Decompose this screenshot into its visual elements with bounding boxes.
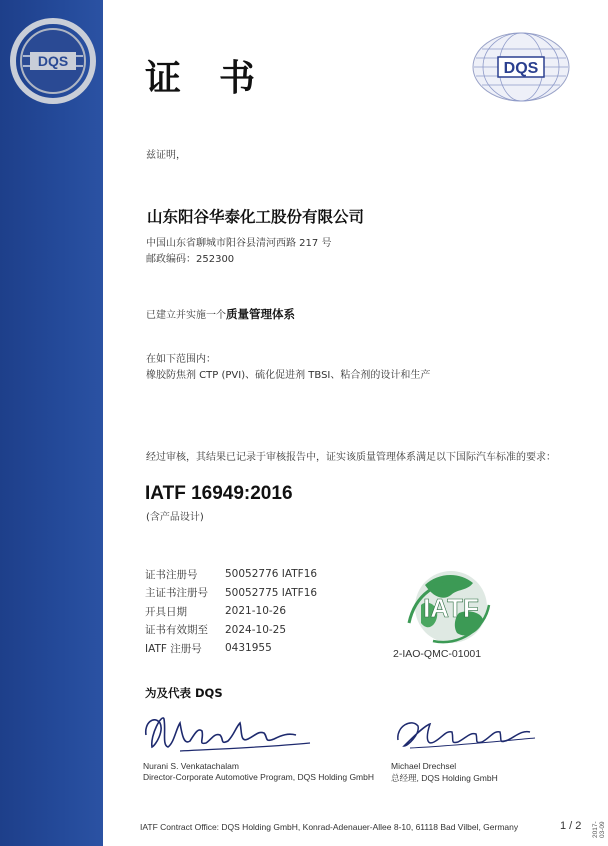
accreditation-code: 2-IAO-QMC-01001 <box>393 648 482 660</box>
certificate-details <box>145 565 317 658</box>
detail-value: 50052776 IATF16 <box>225 568 318 581</box>
detail-label: IATF 注册号 <box>145 642 202 655</box>
certificate-title: 证书 <box>145 57 294 99</box>
scope-label: 在如下范围内： <box>146 354 216 365</box>
detail-value: 50052775 IATF16 <box>225 586 318 599</box>
signatory-2-title: 总经理, DQS Holding GmbH <box>391 773 498 783</box>
detail-value: 0431955 <box>225 642 272 655</box>
detail-value: 2024-10-25 <box>225 623 287 636</box>
detail-label: 证书有效期至 <box>145 624 208 637</box>
svg-text:DQS: DQS <box>503 60 539 77</box>
page-number: 1 / 2 <box>560 820 582 832</box>
standard-note: (含产品设计) <box>146 512 204 523</box>
signature-venkatachalam <box>140 705 340 760</box>
detail-label: 主证书注册号 <box>145 587 208 600</box>
system-prefix: 已建立并实施一个 <box>146 310 226 321</box>
scope-text: 橡胶防焦剂 CTP (PVI)、硫化促进剂 TBSI、粘合剂的设计和生产 <box>146 370 431 381</box>
detail-row <box>145 621 317 640</box>
signature-drechsel <box>390 712 540 754</box>
signatory-1-title: Director-Corporate Automotive Program, DQS Holding GmbH <box>143 772 374 782</box>
detail-row <box>145 602 317 621</box>
company-address: 中国山东省聊城市阳谷县清河西路 217 号 <box>146 238 332 249</box>
iatf-globe-logo <box>403 565 495 647</box>
dqs-globe-logo <box>470 28 572 106</box>
system-statement <box>146 306 295 322</box>
blue-sidebar <box>0 0 103 846</box>
system-name: 质量管理体系 <box>226 307 295 321</box>
detail-value: 2021-10-26 <box>225 605 287 618</box>
company-postcode: 邮政编码：252300 <box>146 254 235 265</box>
detail-row <box>145 639 317 658</box>
standard-name: IATF 16949:2016 <box>145 483 293 504</box>
audit-statement: 经过审核，其结果已记录于审核报告中，证实该质量管理体系满足以下国际汽车标准的要求： <box>146 452 556 463</box>
svg-text:DQS: DQS <box>37 53 69 69</box>
company-name: 山东阳谷华泰化工股份有限公司 <box>147 208 365 226</box>
detail-row <box>145 584 317 603</box>
detail-label: 证书注册号 <box>145 568 198 581</box>
detail-label: 开具日期 <box>145 605 187 618</box>
version-date: 2017-03-09 <box>592 821 606 838</box>
detail-row <box>145 565 317 584</box>
dqs-seal-logo <box>8 16 98 106</box>
footer-contract-office: IATF Contract Office: DQS Holding GmbH, Konrad-Adenauer-Allee 8-10, 61118 Bad Vilbel, Germany <box>140 822 519 832</box>
on-behalf-heading: 为及代表 DQS <box>145 686 223 700</box>
intro-text: 兹证明， <box>146 150 186 161</box>
svg-text:IATF: IATF <box>423 593 479 623</box>
signatory-1-name: Nurani S. Venkatachalam <box>143 761 239 771</box>
signatory-2-name: Michael Drechsel <box>391 761 457 771</box>
